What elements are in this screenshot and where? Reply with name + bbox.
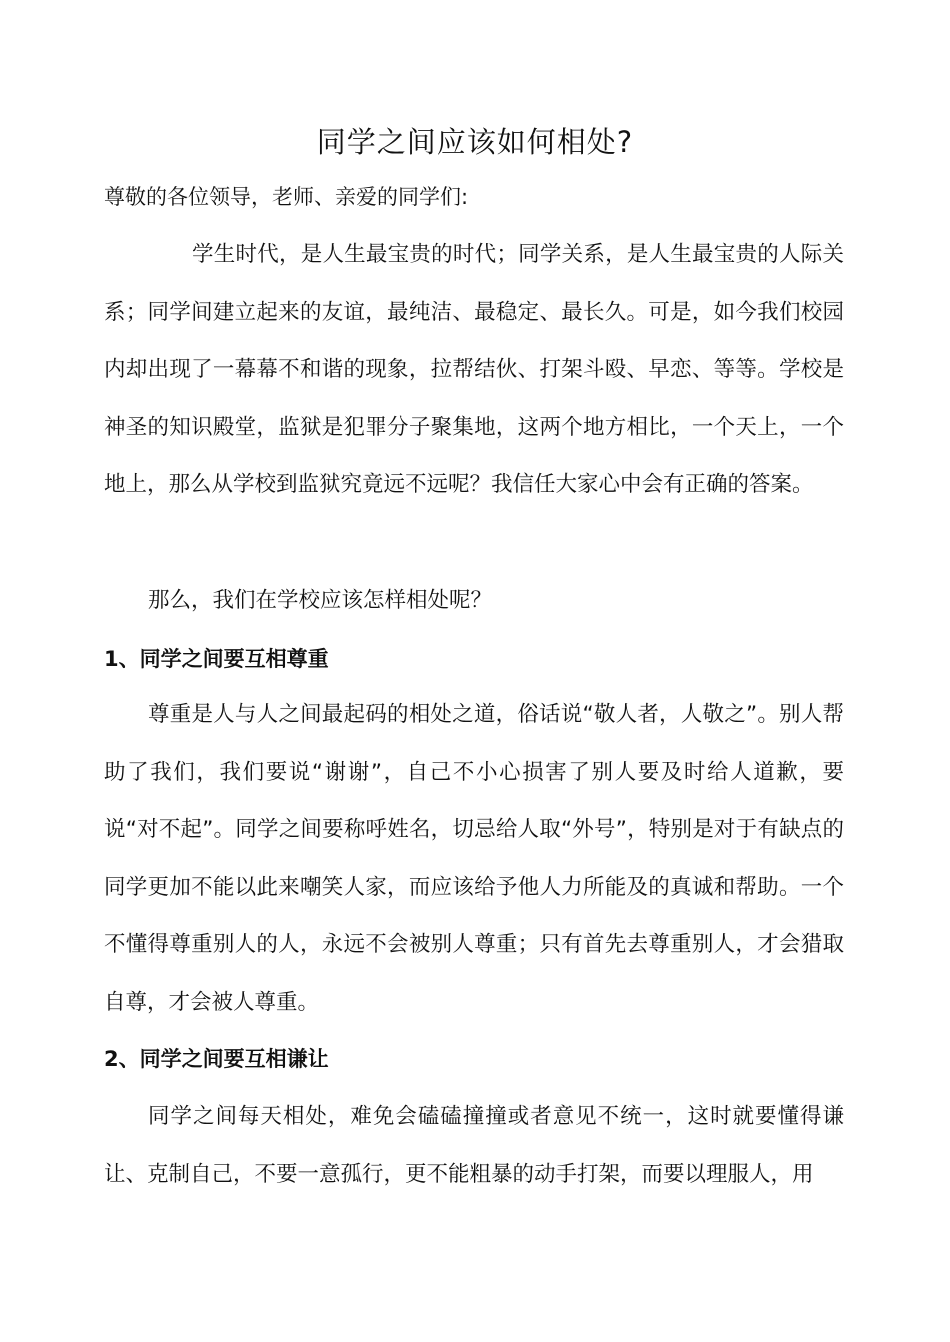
section-2-body: 同学之间每天相处，难免会磕磕撞撞或者意见不统一，这时就要懂得谦让、克制自己，不要一意孤行，更不能粗暴的动手打架，而要以理服人，用 <box>104 1104 844 1187</box>
intro-paragraph: 学生时代，是人生最宝贵的时代；同学关系，是人生最宝贵的人际关系；同学间建立起来的友谊，最纯洁、最稳定、最长久。可是，如今我们校园内却出现了一幕幕不和谐的现象，拉帮结伙、打架斗殴、早恋、等等。学校是神圣的知识殿堂，监狱是犯罪分子聚集地，这两个地方相比，一个天上，一个地上，那么从学校到监狱究竟远不远呢？我信任大家心中会有正确的答案。 <box>104 242 844 497</box>
section-1-body: 尊重是人与人之间最起码的相处之道，俗话说“敬人者，人敬之”。别人帮助了我们，我们要说“谢谢”，自己不小心损害了别人要及时给人道歉，要说“对不起”。同学之间要称呼姓名，切忌给人取“外号”，特别是对于有缺点的同学更加不能以此来嘲笑人家，而应该给予他人力所能及的真诚和帮助。一个不懂得尊重别人的人，永远不会被别人尊重；只有首先去尊重别人，才会猎取自尊，才会被人尊重。 <box>104 702 844 1015</box>
question-paragraph: 那么，我们在学校应该怎样相处呢？ <box>148 588 493 613</box>
section-2-heading: 2、同学之间要互相谦让 <box>104 1047 329 1071</box>
section-1-heading: 1、同学之间要互相尊重 <box>104 647 329 671</box>
greeting-line: 尊敬的各位领导，老师、亲爱的同学们: <box>104 185 469 209</box>
document-title: 同学之间应该如何相处? <box>316 125 634 159</box>
